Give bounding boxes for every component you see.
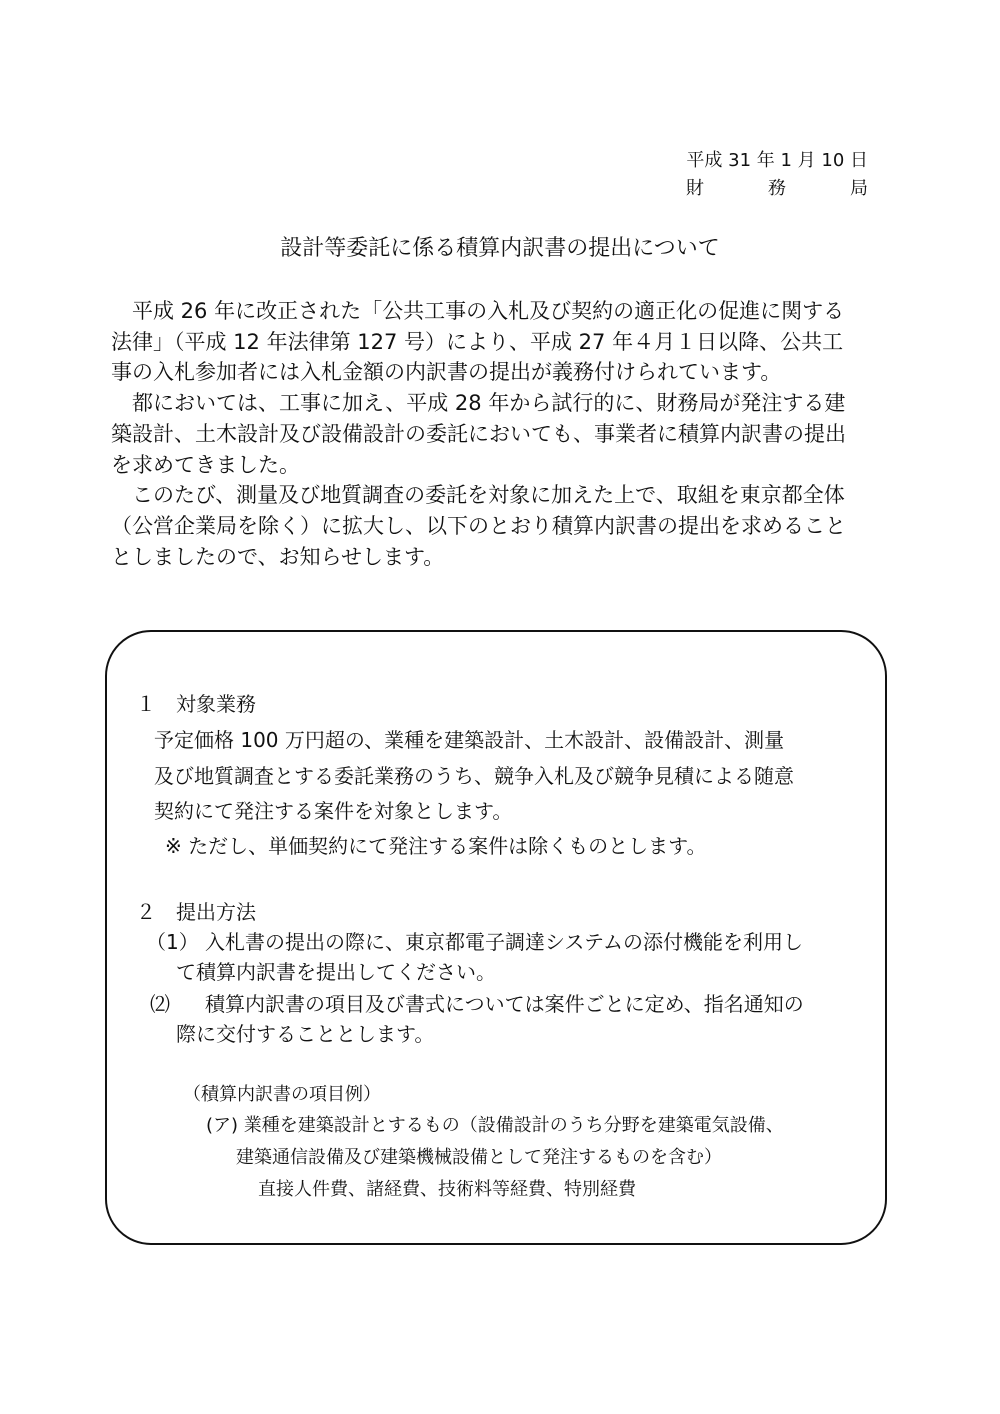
- text-line-content: 築設計、土木設計及び設備設計の委託においても、事業者に積算内訳書の提出: [111, 421, 846, 446]
- department-char: 務: [768, 178, 786, 199]
- text-line-content: このたび、測量及び地質調査の委託を対象に加えた上で、取組を東京都全体: [111, 483, 845, 508]
- text-line-content: 都においては、工事に加え、平成 28 年から試行的に、財務局が発注する建: [111, 391, 846, 416]
- section-1-line-text: 予定価格 100 万円超の、業種を建築設計、土木設計、設備設計、測量: [154, 728, 785, 752]
- text-line: [111, 450, 871, 481]
- section-2-heading: ２ 提出方法: [136, 900, 256, 924]
- text-line: [111, 327, 871, 358]
- text-line: [111, 419, 871, 450]
- example-a-line: 建築通信設備及び建築機械設備として発注するものを含む）: [236, 1147, 722, 1168]
- section-1-line: [154, 726, 860, 754]
- text-line-content: としましたので、お知らせします。: [111, 544, 445, 569]
- paragraph-2: [111, 388, 871, 480]
- text-line: [111, 296, 871, 327]
- issue-date: 平成 31 年 1 月 10 日: [686, 150, 868, 171]
- text-line: [111, 388, 871, 419]
- example-heading: （積算内訳書の項目例）: [183, 1084, 381, 1105]
- text-line-content: を求めてきました。: [111, 452, 300, 477]
- item-1-line: 入札書の提出の際に、東京都電子調達システムの添付機能を利用し: [205, 930, 803, 954]
- text-line-content: 平成 26 年に改正された「公共工事の入札及び契約の適正化の促進に関する: [111, 299, 845, 323]
- document-title: 設計等委託に係る積算内訳書の提出について: [280, 236, 720, 261]
- department-char: 財: [686, 178, 704, 199]
- paragraph-3: [111, 480, 871, 572]
- section-1-heading: １ 対象業務: [136, 692, 256, 716]
- item-2-number: ⑵: [150, 992, 170, 1016]
- item-1-number: （1）: [146, 930, 199, 954]
- text-line-content: 事の入札参加者には入札金額の内訳書の提出が義務付けられています。: [111, 360, 782, 385]
- department-name: [686, 175, 868, 203]
- item-2-line: 際に交付することとします。: [176, 1022, 435, 1046]
- example-a-costs: 直接人件費、諸経費、技術料等経費、特別経費: [258, 1179, 636, 1200]
- section-1-note: ※ ただし、単価契約にて発注する案件は除くものとします。: [165, 834, 707, 858]
- item-2-line: 積算内訳書の項目及び書式については案件ごとに定め、指名通知の: [205, 992, 804, 1016]
- paragraph-1: [111, 296, 871, 388]
- item-1-line: て積算内訳書を提出してください。: [176, 960, 496, 984]
- text-line-content: （公営企業局を除く）に拡大し、以下のとおり積算内訳書の提出を求めること: [111, 513, 846, 538]
- example-a-line: (ア) 業種を建築設計とするもの（設備設計のうち分野を建築電気設備、: [206, 1115, 784, 1136]
- text-line-content: 法律」（平成 12 年法律第 127 号）により、平成 27 年４月１日以降、公共工: [111, 329, 844, 354]
- section-1-line: 及び地質調査とする委託業務のうち、競争入札及び競争見積による随意: [154, 764, 794, 788]
- intro-body: [111, 296, 871, 572]
- date-block: [686, 147, 868, 203]
- section-1-line: 契約にて発注する案件を対象とします。: [154, 799, 513, 823]
- text-line: [111, 480, 871, 511]
- department-char: 局: [850, 178, 868, 199]
- text-line: [111, 542, 871, 573]
- text-line: [111, 511, 871, 542]
- text-line: [111, 357, 871, 388]
